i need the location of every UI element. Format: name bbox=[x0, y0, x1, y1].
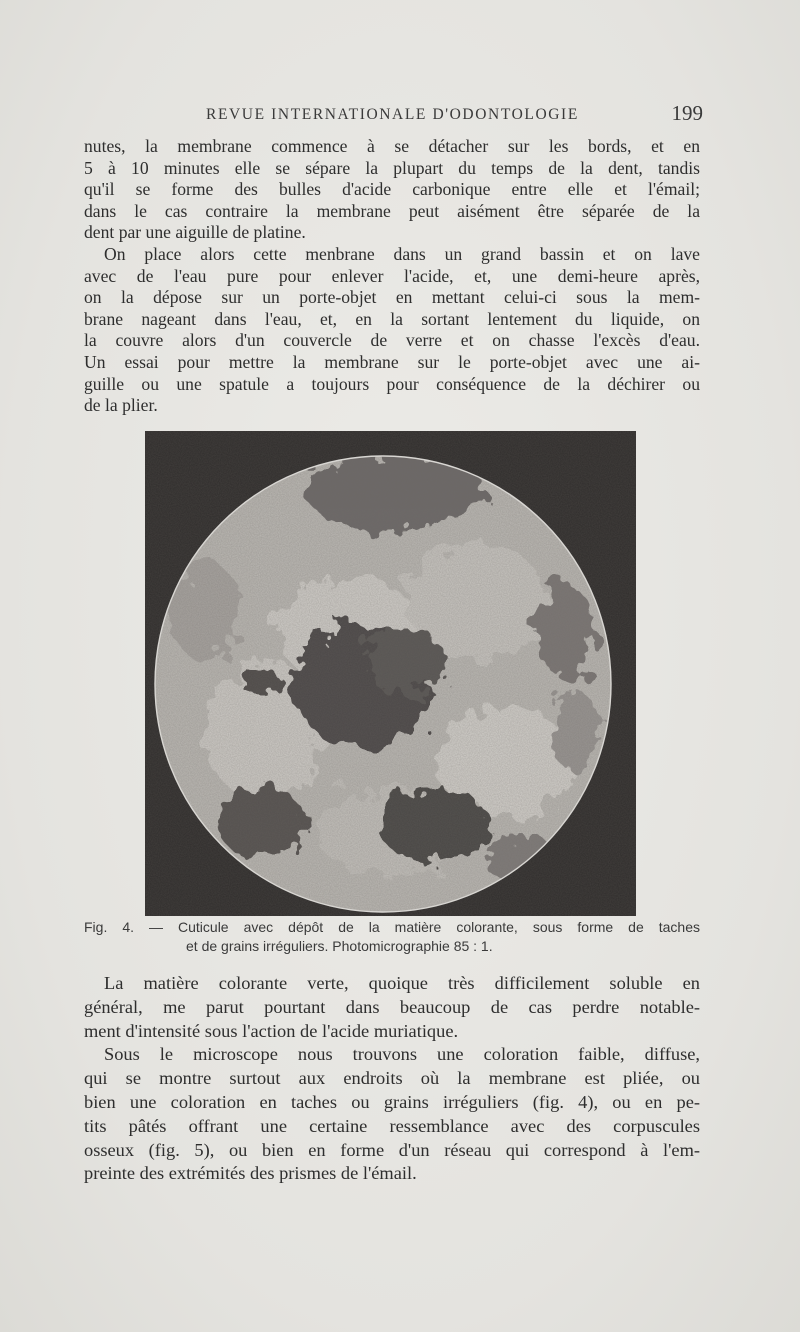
photomicrograph-image bbox=[145, 431, 636, 916]
text-line: dans le cas contraire la membrane peut aisément être séparée de la bbox=[84, 200, 700, 221]
caption-line: Fig. 4. — Cuticule avec dépôt de la matière colorante, sous forme de taches bbox=[84, 919, 700, 935]
text-line: Sous le microscope nous trouvons une coloration faible, diffuse, bbox=[104, 1044, 700, 1065]
text-line: On place alors cette menbrane dans un grand bassin et on lave bbox=[104, 243, 700, 264]
caption-line: et de grains irréguliers. Photomicrographie 85 : 1. bbox=[186, 938, 493, 954]
text-line: bien une coloration en taches ou grains irréguliers (fig. 4), ou en pe- bbox=[84, 1091, 700, 1112]
text-line: osseux (fig. 5), ou bien en forme d'un réseau qui correspond à l'em- bbox=[84, 1139, 700, 1160]
text-line: guille ou une spatule a toujours pour conséquence de la déchirer ou bbox=[84, 373, 700, 394]
body-text-top bbox=[84, 136, 700, 417]
text-line: avec de l'eau pure pour enlever l'acide, et, une demi-heure après, bbox=[84, 265, 700, 286]
photomicrograph-figure bbox=[145, 431, 636, 916]
text-line: La matière colorante verte, quoique très difficilement soluble en bbox=[104, 973, 700, 993]
text-line: on la dépose sur un porte-objet en mettant celui-ci sous la mem- bbox=[84, 287, 700, 308]
text-line: nutes, la membrane commence à se détacher sur les bords, et en bbox=[84, 136, 700, 156]
body-text-bottom bbox=[84, 972, 700, 1186]
running-header bbox=[88, 103, 703, 129]
figure-caption bbox=[84, 918, 700, 956]
text-line: qui se montre surtout aux endroits où la membrane est pliée, ou bbox=[84, 1068, 700, 1089]
text-line: dent par une aiguille de platine. bbox=[84, 222, 306, 243]
text-line: général, me parut pourtant dans beaucoup de cas perdre notable- bbox=[84, 996, 700, 1017]
text-line: Un essai pour mettre la membrane sur le porte-objet avec une ai- bbox=[84, 351, 700, 372]
page-number: 199 bbox=[671, 101, 703, 125]
text-line: de la plier. bbox=[84, 395, 158, 416]
text-line: 5 à 10 minutes elle se sépare la plupart du temps de la dent, tandis bbox=[84, 157, 700, 178]
text-line: tits pâtés offrant une certaine ressemblance avec des corpuscules bbox=[84, 1115, 700, 1136]
text-line: preinte des extrémités des prismes de l'émail. bbox=[84, 1163, 417, 1184]
text-line: qu'il se forme des bulles d'acide carbonique entre elle et l'émail; bbox=[84, 179, 700, 200]
text-line: brane nageant dans l'eau, et, en la sortant lentement du liquide, on bbox=[84, 308, 700, 329]
text-line: ment d'intensité sous l'action de l'acide muriatique. bbox=[84, 1020, 459, 1041]
journal-title: REVUE INTERNATIONALE D'ODONTOLOGIE bbox=[206, 106, 579, 123]
text-line: la couvre alors d'un couvercle de verre et on chasse l'excès d'eau. bbox=[84, 330, 700, 351]
